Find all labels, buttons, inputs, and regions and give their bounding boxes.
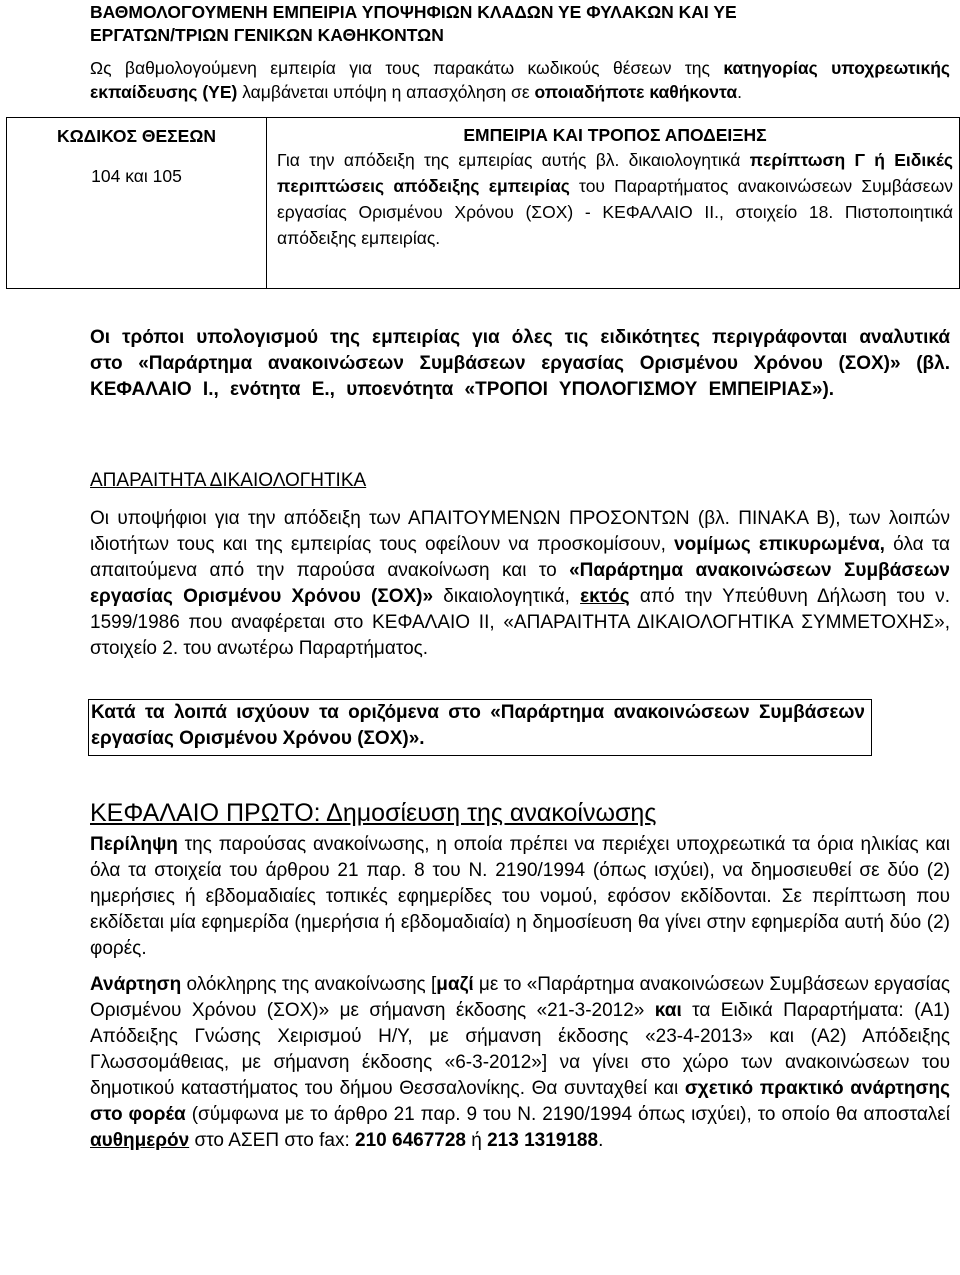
paragraph-text: στο ΑΣΕΠ στο fax: — [189, 1130, 356, 1151]
paragraph-text: ή — [465, 1130, 488, 1151]
description-bold: περίπτωση Γ ή Ειδικές περιπτώσεις απόδειξης εμπειρίας — [277, 150, 953, 196]
experience-description — [277, 147, 953, 251]
paragraph-bold: μαζί — [436, 974, 474, 995]
paragraph-text: με το «Παράρτημα ανακοινώσεων Συμβάσεων εργασίας Ορισμένου Χρόνου (ΣΟΧ)» με σήμανση έκδοσης «21-3-2012» — [90, 974, 950, 1021]
chapter-title-text: ΚΕΦΑΛΑΙΟ ΠΡΩΤΟ: Δημοσίευση της ανακοίνωσης — [90, 799, 657, 827]
description-cell — [267, 118, 960, 289]
fax-number-2: 213 1319188 — [487, 1130, 599, 1151]
table-row — [7, 118, 960, 289]
codes-cell — [7, 118, 267, 289]
paragraph-bold-underlined: εκτός — [580, 586, 630, 607]
paragraph-text: από την Υπεύθυνη Δήλωση του ν. 1599/1986 που αναφέρεται στο ΚΕΦΑΛΑΙΟ ΙΙ, «ΑΠΑΡΑΙΤΗΤΑ ΔΙΚΑΙΟΛΟΓΗΤΙΚΑ ΣΥΜΜΕΤΟΧΗΣ», στοιχείο 2. του ανωτέρω Παραρτήματος. — [90, 586, 950, 659]
intro-text: λαμβάνεται υπόψη η απασχόληση σε — [237, 82, 535, 102]
section-heading — [90, 0, 950, 47]
position-codes: 104 και 105 — [91, 166, 182, 186]
boxed-note: Κατά τα λοιπά ισχύουν τα οριζόμενα στο «Παράρτημα ανακοινώσεων Συμβάσεων εργασίας Ορισμένου Χρόνου (ΣΟΧ)». — [88, 699, 872, 756]
paragraph-text: ολόκληρης της ανακοίνωσης [ — [181, 974, 437, 995]
paragraph-text: όλα τα απαιτούμενα από την παρούσα ανακοίνωση και το — [90, 534, 951, 581]
summary-paragraph — [90, 832, 950, 962]
paragraph-bold: Περίληψη — [90, 834, 178, 855]
intro-text: Ως βαθμολογούμενη εμπειρία για τους παρακάτω κωδικούς θέσεων της — [90, 58, 724, 78]
description-text: του Παραρτήματος ανακοινώσεων Συμβάσεων εργασίας Ορισμένου Χρόνου (ΣΟΧ) - ΚΕΦΑΛΑΙΟ ΙΙ., στοιχείο 18. Πιστοποιητικά απόδειξης εμπειρίας. — [277, 176, 953, 248]
paragraph-bold: «Παράρτημα ανακοινώσεων Συμβάσεων εργασίας Ορισμένου Χρόνου (ΣΟΧ)» — [90, 560, 950, 607]
paragraph-bold-underlined: αυθημερόν — [90, 1130, 190, 1151]
paragraph-text: . — [598, 1130, 604, 1151]
paragraph-text: δικαιολογητικά, — [433, 586, 581, 607]
col-header-codes: ΚΩΔΙΚΟΣ ΘΕΣΕΩΝ — [56, 126, 217, 146]
intro-paragraph — [90, 56, 950, 104]
intro-bold-duties: οποιαδήποτε καθήκοντα — [534, 82, 738, 102]
calculation-note: Οι τρόποι υπολογισμού της εμπειρίας για όλες τις ειδικότητες περιγράφονται αναλυτικά στο «Παράρτημα ανακοινώσεων Συμβάσεων εργασίας Ορισμένου Χρόνου (ΣΟΧ)» (βλ. ΚΕΦΑΛΑΙΟ Ι., ενότητα Ε., υποενότητα «ΤΡΟΠΟΙ ΥΠΟΛΟΓΙΣΜΟΥ ΕΜΠΕΙΡΙΑΣ»). — [90, 327, 950, 400]
paragraph-text: τα Ειδικά Παραρτήματα: (Α1) Απόδειξης Γνώσης Χειρισμού Η/Υ, με σήμανση έκδοσης «23-4-2013» και (Α2) Απόδειξης Γλωσσομάθειας, με σήμανση έκδοσης «6-3-2012»] να γίνει στο χώρο των ανακοινώσεων του δημοτικού καταστήματος του δήμου Θεσσαλονίκης. Θα συνταχθεί και — [90, 1000, 951, 1099]
paragraph-bold: και — [654, 1000, 682, 1021]
intro-bold-category: κατηγορίας υποχρεωτικής εκπαίδευσης (ΥΕ) — [90, 58, 950, 102]
paragraph-bold: σχετικό πρακτικό ανάρτησης στο φορέα — [90, 1078, 950, 1125]
section-heading-line2: ΕΡΓΑΤΩΝ/ΤΡΙΩΝ ΓΕΝΙΚΩΝ ΚΑΘΗΚΟΝΤΩΝ — [90, 25, 444, 45]
paragraph-bold: νομίμως επικυρωμένα, — [674, 534, 885, 555]
paragraph-text: της παρούσας ανακοίνωσης, η οποία πρέπει να περιέχει υποχρεωτικά τα όρια ηλικίας και όλα τα στοιχεία του άρθρου 21 παρ. 8 του Ν. 2190/1994 (όπως ισχύει), να δημοσιευθεί σε δύο (2) ημερήσιες ή εβδομαδιαίες τοπικές εφημερίδες του νομού, εφόσον εκδίδονται. Σε περίπτωση που εκδίδεται μία εφημερίδα (ημερήσια ή εβδομαδιαία) η δημοσίευση θα γίνει στην εφημερίδα αυτή δύο (2) φορές. — [90, 834, 950, 959]
required-docs-paragraph — [90, 506, 950, 662]
section-heading-line1: ΒΑΘΜΟΛΟΓΟΥΜΕΝΗ ΕΜΠΕΙΡΙΑ ΥΠΟΨΗΦΙΩΝ ΚΛΑΔΩΝ ΥΕ ΦΥΛΑΚΩΝ ΚΑΙ ΥΕ — [90, 2, 737, 22]
col-header-experience: ΕΜΠΕΙΡΙΑ ΚΑΙ ΤΡΟΠΟΣ ΑΠΟΔΕΙΞΗΣ — [463, 125, 767, 145]
chapter-title — [90, 798, 950, 828]
posting-paragraph — [90, 972, 950, 1154]
description-text: Για την απόδειξη της εμπειρίας αυτής βλ. δικαιολογητικά — [277, 150, 750, 170]
experience-table — [6, 117, 960, 289]
required-docs-title: ΑΠΑΡΑΙΤΗΤΑ ΔΙΚΑΙΟΛΟΓΗΤΙΚΑ — [90, 470, 367, 491]
paragraph-text: Οι υποψήφιοι για την απόδειξη των ΑΠΑΙΤΟΥΜΕΝΩΝ ΠΡΟΣΟΝΤΩΝ (βλ. ΠΙΝΑΚΑ Β), των λοιπών ιδιοτήτων τους και της εμπειρίας τους οφείλουν να προσκομίσουν, — [90, 508, 950, 555]
fax-number-1: 210 6467728 — [355, 1130, 466, 1151]
paragraph-bold: Ανάρτηση — [90, 974, 182, 995]
paragraph-text: (σύμφωνα με το άρθρο 21 παρ. 9 του Ν. 2190/1994 όπως ισχύει), το οποίο θα αποσταλεί — [185, 1104, 950, 1125]
intro-text: . — [737, 82, 742, 102]
